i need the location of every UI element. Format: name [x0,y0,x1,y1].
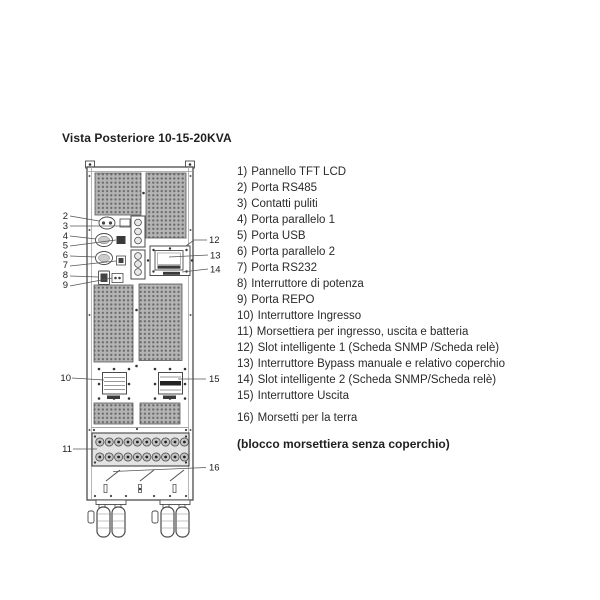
rs232-port [117,256,126,265]
legend-item [237,388,557,404]
legend-item [237,356,557,372]
legend-item-label: Interruttore Bypass manuale e relativo coperchio [257,358,506,370]
terminal-block [92,433,189,466]
legend-item-number: 4) [237,214,248,226]
legend-item-label: Morsettiera per ingresso, uscita e batteria [256,326,469,338]
vent-grille-top-right [146,173,186,238]
callout-7: 7 [62,260,68,271]
callout-2: 2 [62,211,68,222]
legend-item [237,292,557,308]
legend-item [237,410,557,426]
legend-item-number: 10) [237,310,254,322]
legend-item-label: Pannello TFT LCD [251,166,347,178]
callout-14: 14 [210,264,221,276]
legend-item [237,324,557,340]
legend-item-label: Porta REPO [251,294,315,306]
ups-rear-view-diagram [52,152,232,552]
callout-5: 5 [62,240,68,252]
vent-grille-low-left [94,403,133,424]
callout-13: 13 [210,250,221,262]
caster-right [152,500,190,537]
legend-item-label: Contatti puliti [251,198,318,210]
legend-item-label: Interruttore Uscita [257,390,350,402]
legend-item-number: 12) [237,342,254,354]
power-switch [99,271,110,285]
legend-item-label: Porta RS485 [251,182,318,194]
legend-item [237,212,557,228]
caster-left [88,500,126,537]
callout-16: 16 [209,462,220,474]
usb-port [117,236,126,244]
legend-item [237,228,557,244]
terminal-strip-2 [131,250,145,279]
legend-item-label: Porta RS232 [251,262,318,274]
parallel-port-1 [96,234,113,247]
legend-note: (blocco morsettiera senza coperchio) [237,437,450,451]
legend-item-number: 15) [237,390,254,402]
vent-grille-low-right [140,403,180,424]
page-title: Vista Posteriore 10-15-20KVA [62,131,232,145]
legend-item-label: Interruttore Ingresso [257,310,362,322]
vent-grille-mid-right [139,284,182,361]
legend-item-number: 7) [237,262,248,274]
legend-item [237,308,557,324]
legend-item [237,372,557,388]
legend-list [237,164,557,426]
legend-item [237,244,557,260]
legend-item [237,340,557,356]
legend-item [237,164,557,180]
callout-10: 10 [60,373,71,384]
callout-15: 15 [209,374,220,385]
legend-item-label: Slot intelligente 1 (Scheda SNMP /Scheda relè) [257,342,500,354]
legend-item-number: 13) [237,358,254,370]
callout-11: 11 [62,444,72,455]
slot-1-opening [158,266,181,269]
vent-grille-top-left [95,173,141,215]
legend-item [237,180,557,196]
legend-item [237,276,557,292]
legend-item-number: 1) [237,166,248,178]
legend-item-number: 11) [237,326,253,338]
callout-12: 12 [209,235,220,246]
legend-item-number: 14) [237,374,254,386]
legend-item-label: Morsetti per la terra [257,412,358,424]
legend-item-label: Porta parallelo 2 [251,246,335,258]
legend-item-label: Interruttore di potenza [251,278,364,290]
legend-item-number: 5) [237,230,248,242]
terminal-strip-1 [131,216,145,247]
repo-port [112,274,123,283]
callout-6: 6 [62,250,68,261]
callout-9: 9 [62,280,68,291]
legend-item-number: 3) [237,198,248,210]
callout-3: 3 [62,221,68,232]
ups-cabinet [70,161,208,537]
vent-grille-mid-left [94,285,133,362]
legend-item-number: 2) [237,182,248,194]
legend-item-number: 8) [237,278,248,290]
legend-item [237,260,557,276]
legend-item-number: 9) [237,294,248,306]
legend-item-label: Porta USB [251,230,306,242]
intelligent-slot-panel [147,246,193,276]
legend-item-number: 6) [237,246,248,258]
legend-item-label: Slot intelligente 2 (Scheda SNMP/Scheda relè) [257,374,497,386]
slot-2-opening [163,272,180,275]
legend-item [237,196,557,212]
rs485-port [99,217,115,229]
callout-4: 4 [62,231,68,242]
legend-item-number: 16) [237,412,254,424]
callout-8: 8 [62,270,68,281]
legend-item-label: Porta parallelo 1 [251,214,335,226]
